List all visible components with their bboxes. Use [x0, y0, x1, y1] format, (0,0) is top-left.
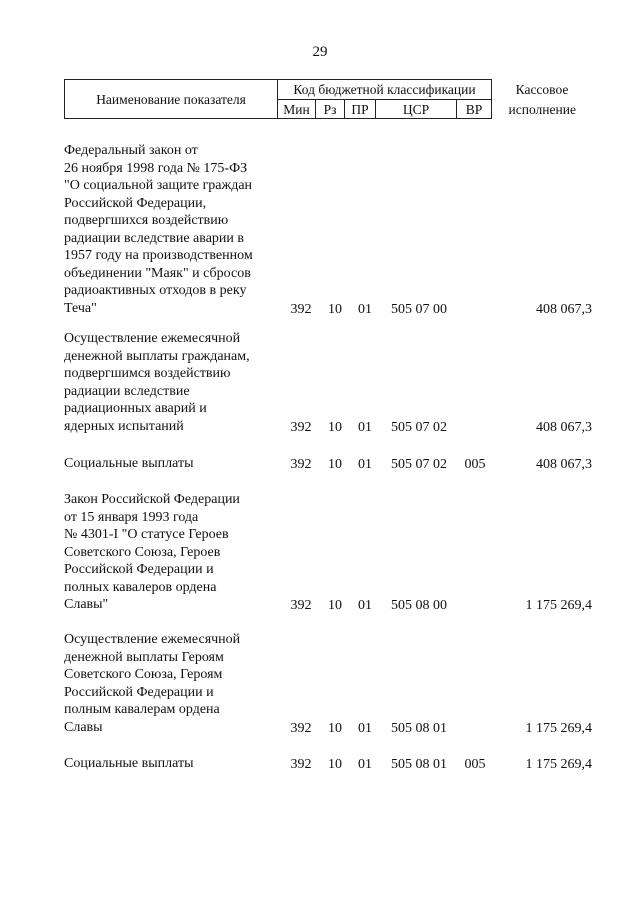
row-csr: 505 07 02 — [391, 419, 447, 435]
row-kas: 408 067,3 — [536, 419, 592, 435]
row-pr: 01 — [358, 597, 372, 613]
row-min: 392 — [290, 756, 312, 772]
row-csr: 505 08 00 — [391, 597, 447, 613]
row-name: Осуществление ежемесячной денежной выплаты Героям Советского Союза, Героям Российской Федерации и полным кавалерам ордена Славы — [64, 632, 241, 735]
row-min: 392 — [290, 301, 312, 317]
header-min: Мин — [278, 100, 316, 119]
header-csr: ЦСР — [376, 100, 457, 119]
row-vr: 005 — [464, 456, 486, 472]
table-row — [64, 491, 594, 614]
row-kas: 408 067,3 — [536, 301, 592, 317]
header-vr: ВР — [457, 100, 492, 119]
header-kas-line1: Кассовое — [515, 82, 569, 97]
row-pr: 01 — [358, 720, 372, 736]
row-csr: 505 07 02 — [391, 456, 447, 472]
header-code-group: Код бюджетной классификации — [278, 80, 492, 100]
table-row — [64, 142, 594, 318]
row-pr: 01 — [358, 419, 372, 435]
page-number: 29 — [312, 44, 328, 60]
row-pr: 01 — [358, 301, 372, 317]
row-pr: 01 — [358, 456, 372, 472]
row-csr: 505 07 00 — [391, 301, 447, 317]
row-csr: 505 08 01 — [391, 720, 447, 736]
header-pr: ПР — [345, 100, 376, 119]
row-name: Социальные выплаты — [64, 756, 194, 771]
table-row — [64, 330, 594, 436]
row-min: 392 — [290, 456, 312, 472]
row-rz: 10 — [328, 301, 342, 317]
row-min: 392 — [290, 720, 312, 736]
row-kas: 408 067,3 — [536, 456, 592, 472]
row-rz: 10 — [328, 720, 342, 736]
row-rz: 10 — [328, 756, 342, 772]
row-vr: 005 — [464, 756, 486, 772]
header-kas-line2: исполнение — [508, 101, 576, 117]
row-rz: 10 — [328, 456, 342, 472]
row-kas: 1 175 269,4 — [525, 597, 592, 613]
table-row — [64, 755, 594, 773]
row-name: Осуществление ежемесячной денежной выплаты гражданам, подвергшимся воздействию радиации вследствие радиационных аварий и ядерных испытаний — [64, 331, 250, 434]
header-rz: Рз — [316, 100, 345, 119]
row-name: Социальные выплаты — [64, 456, 194, 471]
row-rz: 10 — [328, 597, 342, 613]
header-name-column: Наименование показателя — [65, 80, 278, 119]
row-kas: 1 175 269,4 — [525, 720, 592, 736]
table-row — [64, 455, 594, 473]
row-name: Федеральный закон от 26 ноября 1998 года № 175-ФЗ "О социальной защите граждан Российской Федерации, подвергшихся воздействию радиации вследствие аварии в 1957 году на производственном объединении "Маяк" и сбросов радиоактивных отходов в реку Теча" — [64, 143, 253, 316]
row-kas: 1 175 269,4 — [525, 756, 592, 772]
row-rz: 10 — [328, 419, 342, 435]
table-header — [64, 79, 593, 119]
row-min: 392 — [290, 419, 312, 435]
table-row — [64, 631, 594, 737]
row-min: 392 — [290, 597, 312, 613]
row-name: Закон Российской Федерации от 15 января 1993 года № 4301-I "О статусе Героев Советского Союза, Героев Российской Федерации и полных кавалеров ордена Славы" — [64, 492, 240, 612]
row-pr: 01 — [358, 756, 372, 772]
row-csr: 505 08 01 — [391, 756, 447, 772]
